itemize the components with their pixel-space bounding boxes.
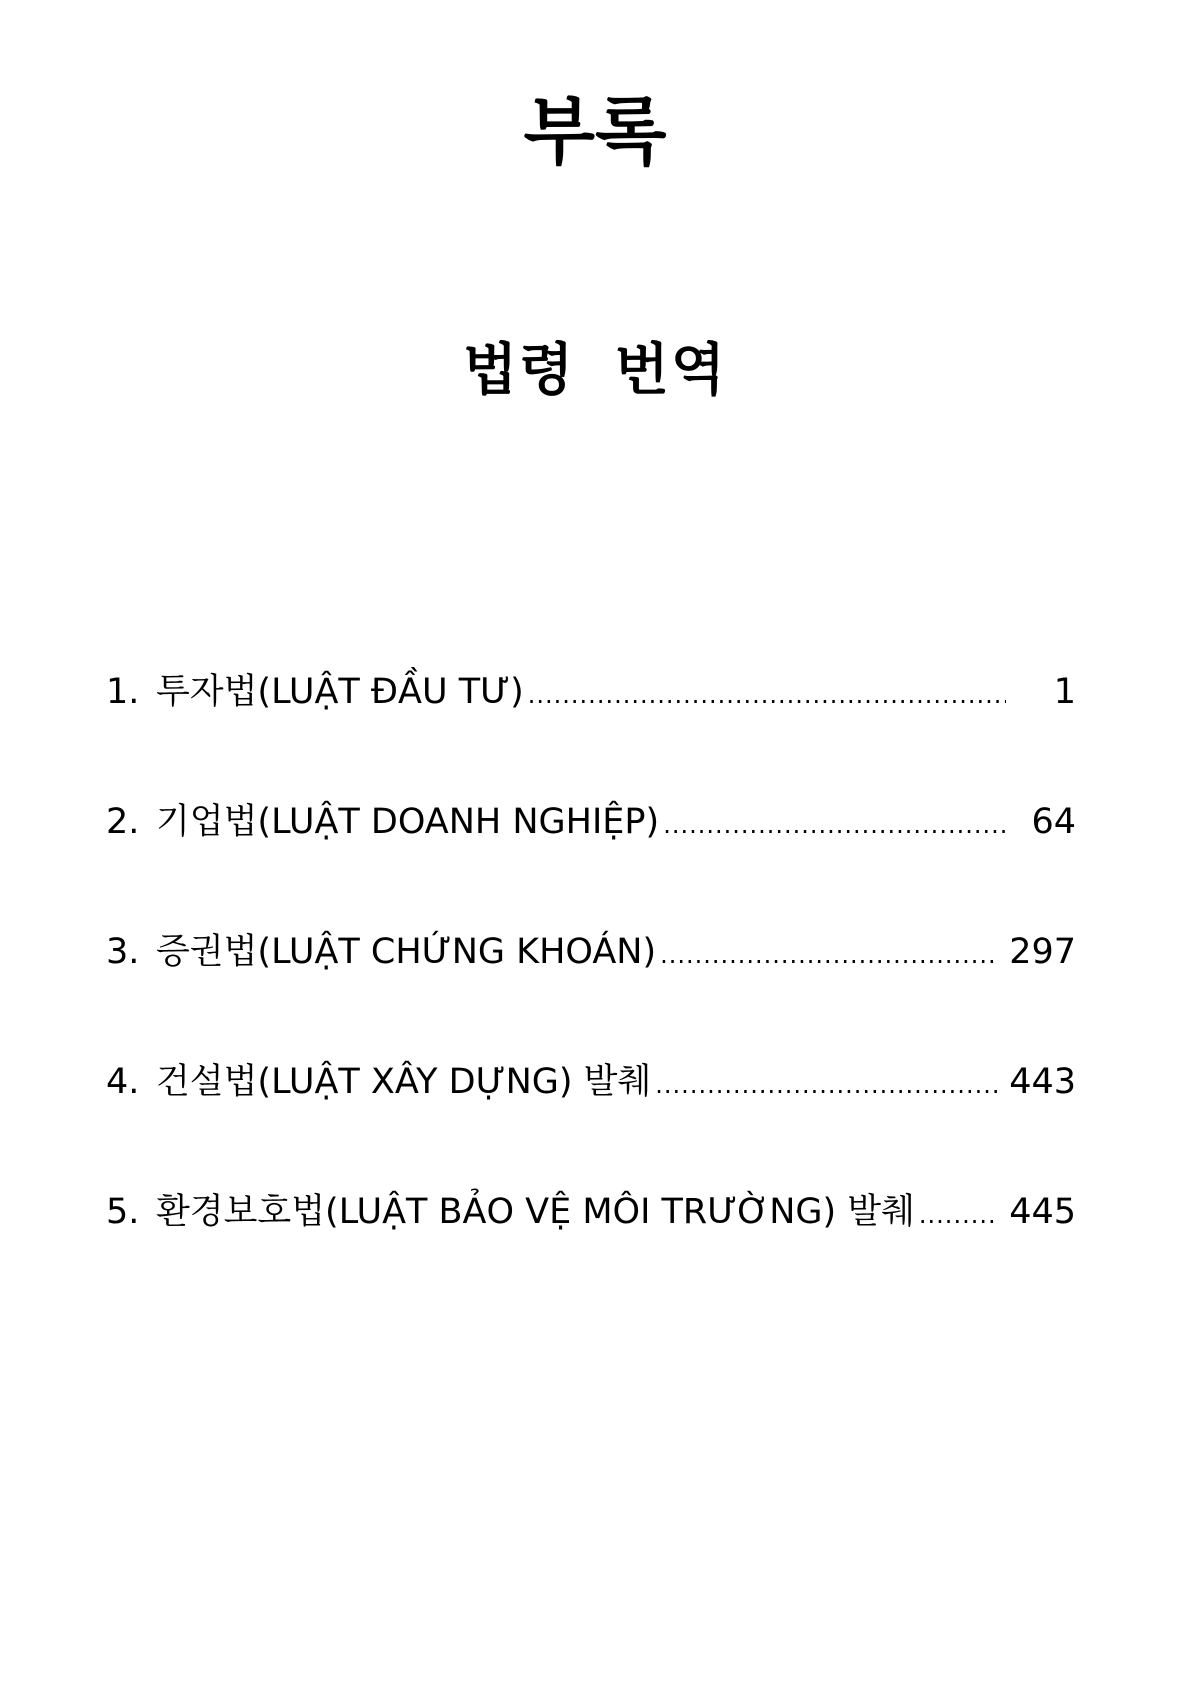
toc-entry-page: 443: [1009, 1062, 1076, 1102]
toc-entry-page: 64: [1031, 802, 1076, 842]
dot-leader: [919, 1193, 999, 1237]
toc-entry-number: 3.: [106, 932, 140, 972]
toc-entry-title: 기업법(LUẬT DOANH NGHIỆP): [156, 802, 660, 842]
toc-entry-environmental-law[interactable]: [106, 1190, 1076, 1320]
toc-entry-title: 건설법(LUẬT XÂY DỰNG) 발췌: [156, 1062, 652, 1102]
toc-entry-number: 4.: [106, 1062, 140, 1102]
toc-entry-title: 투자법(LUẬT ĐẦU TƯ): [156, 672, 524, 712]
toc-entry-construction-law[interactable]: [106, 1060, 1076, 1190]
toc-entry-title: 환경보호법(LUẬT BẢO VỆ MÔI TRƯỜNG) 발췌: [156, 1192, 915, 1232]
dot-leader: [655, 1063, 999, 1107]
toc-entry-enterprise-law[interactable]: [106, 800, 1076, 930]
toc-entry-title: 증권법(LUẬT CHỨNG KHOÁN): [156, 932, 657, 972]
dot-leader: [528, 673, 1006, 717]
toc-entry-page: 1: [1053, 672, 1076, 712]
toc-entry-securities-law[interactable]: [106, 930, 1076, 1060]
table-of-contents: [106, 670, 1076, 1320]
toc-entry-number: 5.: [106, 1192, 140, 1232]
toc-entry-investment-law[interactable]: [106, 670, 1076, 800]
section-subtitle: 법령 번역: [463, 337, 727, 403]
page-title: 부록: [523, 89, 667, 175]
toc-entry-page: 445: [1009, 1192, 1076, 1232]
dot-leader: [660, 933, 999, 977]
dot-leader: [663, 803, 1006, 847]
toc-entry-page: 297: [1009, 932, 1076, 972]
toc-entry-number: 1.: [106, 672, 140, 712]
toc-entry-number: 2.: [106, 802, 140, 842]
